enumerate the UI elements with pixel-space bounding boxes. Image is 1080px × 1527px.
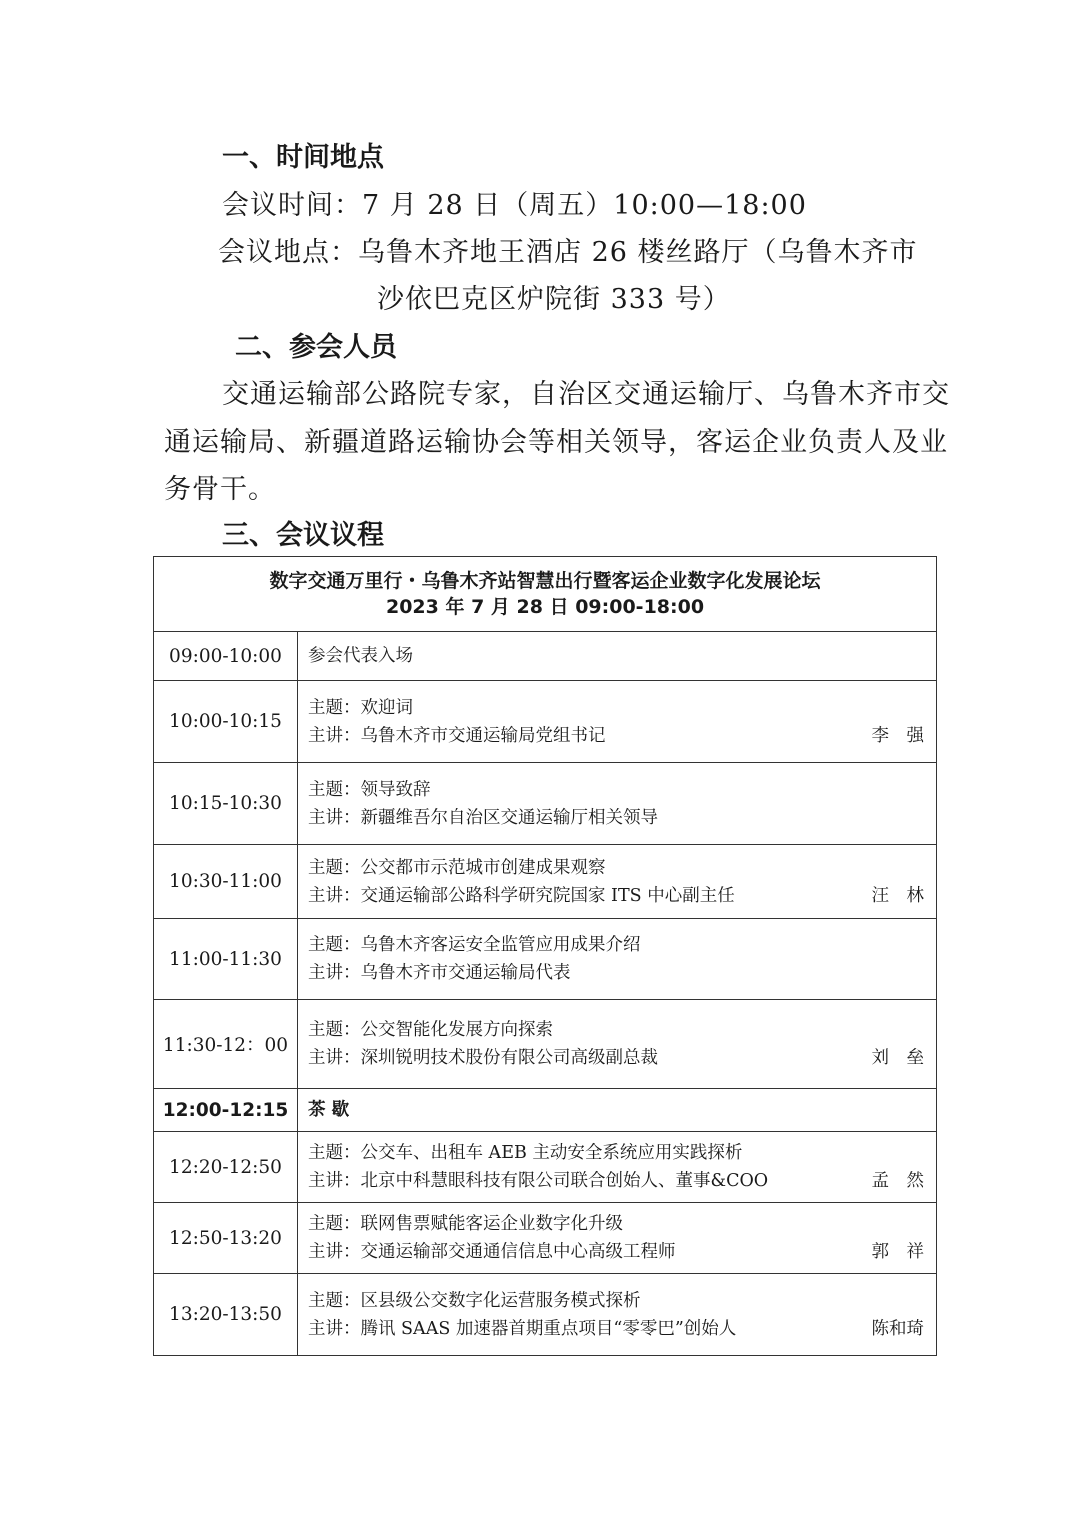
agenda-topic: 主题：联网售票赋能客运企业数字化升级 <box>308 1214 623 1234</box>
speaker-name: 汪 林 <box>871 885 925 906</box>
agenda-content <box>298 1132 937 1203</box>
agenda-speaker: 主讲：交通运输部公路科学研究院国家 ITS 中心副主任 汪 林 <box>308 882 926 910</box>
agenda-content <box>298 632 937 681</box>
section-heading-time-place: 一、时间地点 <box>222 142 384 173</box>
agenda-time: 12:00-12:15 <box>154 1089 298 1132</box>
attendees-text-line2: 通运输局、新疆道路运输协会等相关领导，客运企业负责人及业 <box>164 427 948 458</box>
agenda-table <box>153 556 937 1356</box>
agenda-content <box>298 763 937 845</box>
agenda-row <box>154 1132 937 1203</box>
agenda-row-break <box>154 1089 937 1132</box>
agenda-speaker: 主讲：深圳锐明技术股份有限公司高级副总裁 刘 垒 <box>308 1044 926 1072</box>
agenda-content <box>298 1000 937 1089</box>
agenda-content <box>298 845 937 919</box>
agenda-topic: 主题：乌鲁木齐客运安全监管应用成果介绍 <box>308 935 641 955</box>
agenda-content <box>298 1203 937 1274</box>
agenda-row <box>154 1274 937 1356</box>
agenda-content <box>298 1274 937 1356</box>
agenda-topic: 主题：公交车、出租车 AEB 主动安全系统应用实践探析 <box>308 1143 743 1163</box>
agenda-speaker: 主讲：乌鲁木齐市交通运输局代表 <box>308 963 571 983</box>
agenda-time: 12:50-13:20 <box>154 1203 298 1274</box>
agenda-topic: 主题：欢迎词 <box>308 697 413 718</box>
agenda-row <box>154 681 937 763</box>
meeting-place-text-cont: 沙依巴克区炉院街 333 号） <box>377 284 731 315</box>
agenda-row <box>154 919 937 1000</box>
agenda-topic: 主题：区县级公交数字化运营服务模式探析 <box>308 1290 641 1311</box>
agenda-topic: 茶 歇 <box>308 1100 350 1120</box>
agenda-title: 数字交通万里行・乌鲁木齐站智慧出行暨客运企业数字化发展论坛 <box>269 570 821 592</box>
agenda-topic: 主题：公交都市示范城市创建成果观察 <box>308 857 606 878</box>
speaker-name: 孟 然 <box>871 1171 925 1191</box>
meeting-time-text: 会议时间：7 月 28 日（周五）10:00—18:00 <box>222 190 807 221</box>
speaker-name: 李 强 <box>871 725 925 746</box>
agenda-topic: 主题：领导致辞 <box>308 779 431 800</box>
agenda-row <box>154 763 937 845</box>
meeting-place-text: 会议地点：乌鲁木齐地王酒店 26 楼丝路厅（乌鲁木齐市 <box>218 237 918 268</box>
speaker-name: 郭 祥 <box>871 1242 925 1262</box>
agenda-date: 2023 年 7 月 28 日 09:00-18:00 <box>385 596 705 618</box>
speaker-name: 陈和琦 <box>871 1318 925 1339</box>
attendees-text-line1: 交通运输部公路院专家，自治区交通运输厅、乌鲁木齐市交 <box>222 379 950 410</box>
agenda-time: 10:15-10:30 <box>154 763 298 845</box>
agenda-row <box>154 1000 937 1089</box>
agenda-time: 10:30-11:00 <box>154 845 298 919</box>
section-heading-agenda: 三、会议议程 <box>222 520 384 551</box>
agenda-speaker: 主讲：新疆维吾尔自治区交通运输厅相关领导 <box>308 807 658 828</box>
agenda-title-row <box>154 557 937 632</box>
agenda-time: 10:00-10:15 <box>154 681 298 763</box>
agenda-time: 11:00-11:30 <box>154 919 298 1000</box>
agenda-time: 09:00-10:00 <box>154 632 298 681</box>
agenda-time: 13:20-13:50 <box>154 1274 298 1356</box>
agenda-speaker: 主讲：交通运输部交通通信信息中心高级工程师 郭 祥 <box>308 1238 926 1266</box>
agenda-time: 12:20-12:50 <box>154 1132 298 1203</box>
agenda-speaker: 主讲：乌鲁木齐市交通运输局党组书记 李 强 <box>308 722 926 750</box>
agenda-row <box>154 632 937 681</box>
agenda-content <box>298 681 937 763</box>
agenda-row <box>154 1203 937 1274</box>
agenda-time: 11:30-12：00 <box>154 1000 298 1089</box>
agenda-content <box>298 919 937 1000</box>
agenda-row <box>154 845 937 919</box>
agenda-title-cell <box>154 557 937 632</box>
section-heading-attendees: 二、参会人员 <box>235 332 397 363</box>
agenda-topic: 主题：公交智能化发展方向探索 <box>308 1020 553 1040</box>
agenda-speaker: 主讲：腾讯 SAAS 加速器首期重点项目“零零巴”创始人 陈和琦 <box>308 1315 926 1343</box>
agenda-topic: 参会代表入场 <box>308 646 413 666</box>
speaker-name: 刘 垒 <box>871 1048 925 1068</box>
agenda-speaker: 主讲：北京中科慧眼科技有限公司联合创始人、董事&COO 孟 然 <box>308 1167 926 1195</box>
attendees-text-line3: 务骨干。 <box>164 474 276 505</box>
agenda-content <box>298 1089 937 1132</box>
